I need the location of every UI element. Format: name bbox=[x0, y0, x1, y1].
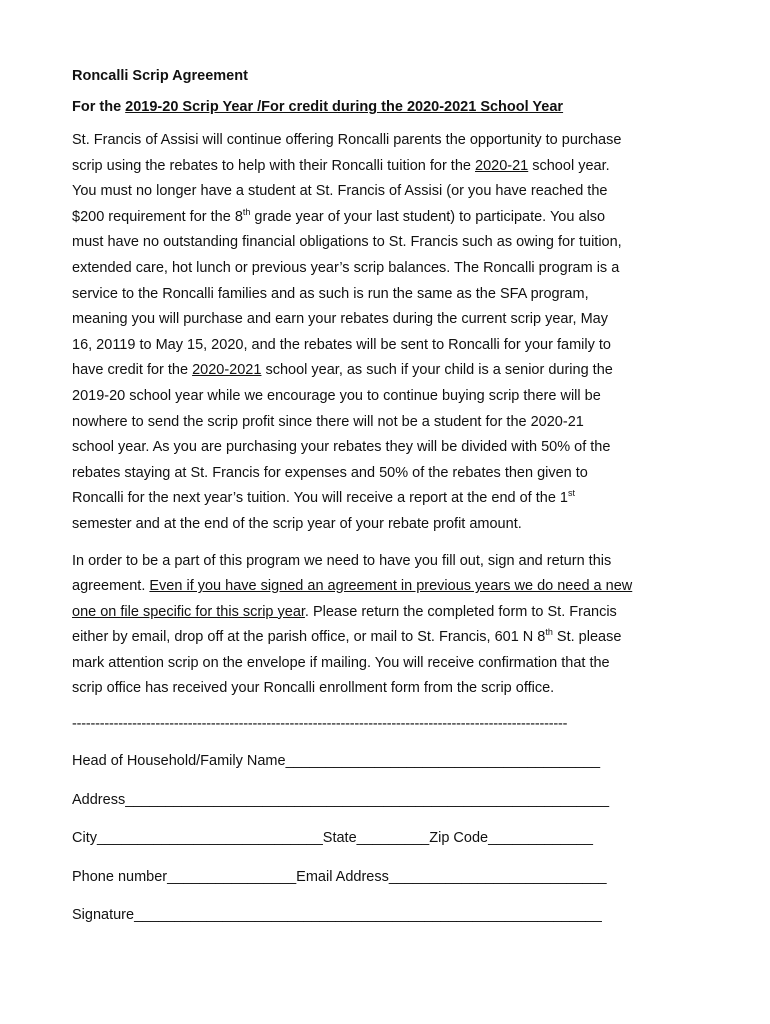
ordinal-suffix: st bbox=[567, 488, 575, 499]
paragraph-line: meaning you will purchase and earn your rebates during the current scrip year, May bbox=[72, 311, 608, 328]
paragraph-line bbox=[72, 358, 698, 384]
subtitle-prefix: For the bbox=[72, 99, 126, 115]
instructions-paragraph bbox=[72, 549, 698, 703]
paragraph-line: In order to be a part of this program we need to have you fill out, sign and return this bbox=[72, 552, 612, 569]
ordinal-suffix: th bbox=[242, 206, 251, 217]
paragraph-line: school year. As you are purchasing your rebates they will be divided with 50% of the bbox=[72, 439, 611, 456]
text-segment: St. please bbox=[552, 629, 622, 646]
text-segment: grade year of your last student) to participate. You also bbox=[250, 208, 606, 225]
text-segment: scrip using the rebates to help with their Roncalli tuition for the bbox=[72, 157, 475, 174]
state-field[interactable]: _________ bbox=[356, 830, 430, 847]
zip-code-label: Zip Code bbox=[429, 830, 489, 847]
phone-number-field[interactable]: ________________ bbox=[167, 868, 297, 885]
city-field[interactable]: ____________________________ bbox=[96, 830, 323, 847]
head-of-household-field[interactable]: _______________________________________ bbox=[285, 753, 601, 770]
paragraph-line: nowhere to send the scrip profit since there will not be a student for the 2020-21 bbox=[72, 413, 584, 430]
underlined-notice: one on file specific for this scrip year bbox=[72, 603, 305, 620]
paragraph-line: 2019-20 school year while we encourage you to continue buying scrip there will be bbox=[72, 387, 601, 404]
underlined-notice: Even if you have signed an agreement in previous years we do need a new bbox=[149, 578, 633, 595]
paragraph-line: must have no outstanding financial obligations to St. Francis such as owing for tuition, bbox=[72, 234, 622, 251]
head-of-household-row bbox=[72, 751, 698, 790]
paragraph-line bbox=[72, 625, 698, 651]
underlined-year: 2020-2021 bbox=[192, 362, 262, 379]
paragraph-line bbox=[72, 486, 698, 512]
text-segment: agreement. bbox=[72, 578, 150, 595]
paragraph-line: scrip office has received your Roncalli enrollment form from the scrip office. bbox=[72, 680, 555, 697]
zip-code-field[interactable]: _____________ bbox=[488, 830, 593, 847]
underlined-year: 2020-21 bbox=[475, 157, 529, 174]
paragraph-line: service to the Roncalli families and as such is run the same as the SFA program, bbox=[72, 285, 589, 302]
paragraph-line: extended care, hot lunch or previous year’s scrip balances. The Roncalli program is a bbox=[72, 259, 620, 276]
paragraph-line bbox=[72, 205, 698, 231]
text-segment: school year. bbox=[528, 157, 610, 174]
paragraph-line: St. Francis of Assisi will continue offering Roncalli parents the opportunity to purchase bbox=[72, 132, 622, 148]
document-subtitle bbox=[72, 97, 698, 117]
text-segment: $200 requirement for the 8 bbox=[72, 208, 243, 225]
paragraph-line bbox=[72, 574, 698, 600]
address-label: Address bbox=[72, 791, 126, 808]
signature-row bbox=[72, 905, 698, 944]
text-segment: . Please return the completed form to St. Francis bbox=[304, 603, 617, 620]
paragraph-line bbox=[72, 154, 698, 180]
email-address-field[interactable]: ___________________________ bbox=[388, 868, 607, 885]
head-of-household-label: Head of Household/Family Name bbox=[72, 753, 286, 770]
text-segment: either by email, drop off at the parish office, or mail to St. Francis, 601 N 8 bbox=[72, 629, 546, 646]
text-segment: Roncalli for the next year’s tuition. You will receive a report at the end of the 1 bbox=[72, 490, 568, 507]
ordinal-suffix: th bbox=[545, 627, 553, 638]
city-label: City bbox=[72, 830, 97, 847]
program-description-paragraph bbox=[72, 128, 698, 538]
paragraph-line: rebates staying at St. Francis for expenses and 50% of the rebates then given to bbox=[72, 464, 588, 481]
text-segment: school year, as such if your child is a senior during the bbox=[261, 362, 613, 379]
address-field[interactable]: ____________________________________________________________ bbox=[125, 791, 610, 808]
state-label: State bbox=[322, 830, 357, 847]
text-segment: have credit for the bbox=[72, 362, 193, 379]
city-state-zip-row bbox=[72, 828, 698, 867]
paragraph-line bbox=[72, 600, 698, 626]
address-row bbox=[72, 790, 698, 829]
document-page bbox=[72, 66, 698, 944]
signature-label: Signature bbox=[72, 907, 135, 924]
paragraph-line: semester and at the end of the scrip year of your rebate profit amount. bbox=[72, 515, 522, 532]
phone-number-label: Phone number bbox=[72, 868, 168, 885]
subtitle-underlined: 2019-20 Scrip Year /For credit during the 2020-2021 School Year bbox=[125, 99, 564, 115]
cut-line-divider: ----------------------------------------------------------------------------------------------------------- bbox=[72, 716, 568, 733]
paragraph-line: 16, 20119 to May 15, 2020, and the rebates will be sent to Roncalli for your family to bbox=[72, 336, 611, 353]
email-address-label: Email Address bbox=[296, 868, 389, 885]
document-title: Roncalli Scrip Agreement bbox=[72, 68, 248, 84]
paragraph-line: You must no longer have a student at St. Francis of Assisi (or you have reached the bbox=[72, 183, 608, 200]
paragraph-line: mark attention scrip on the envelope if mailing. You will receive confirmation that the bbox=[72, 654, 610, 671]
signature-field[interactable]: __________________________________________________________ bbox=[134, 907, 602, 924]
phone-email-row bbox=[72, 867, 698, 906]
